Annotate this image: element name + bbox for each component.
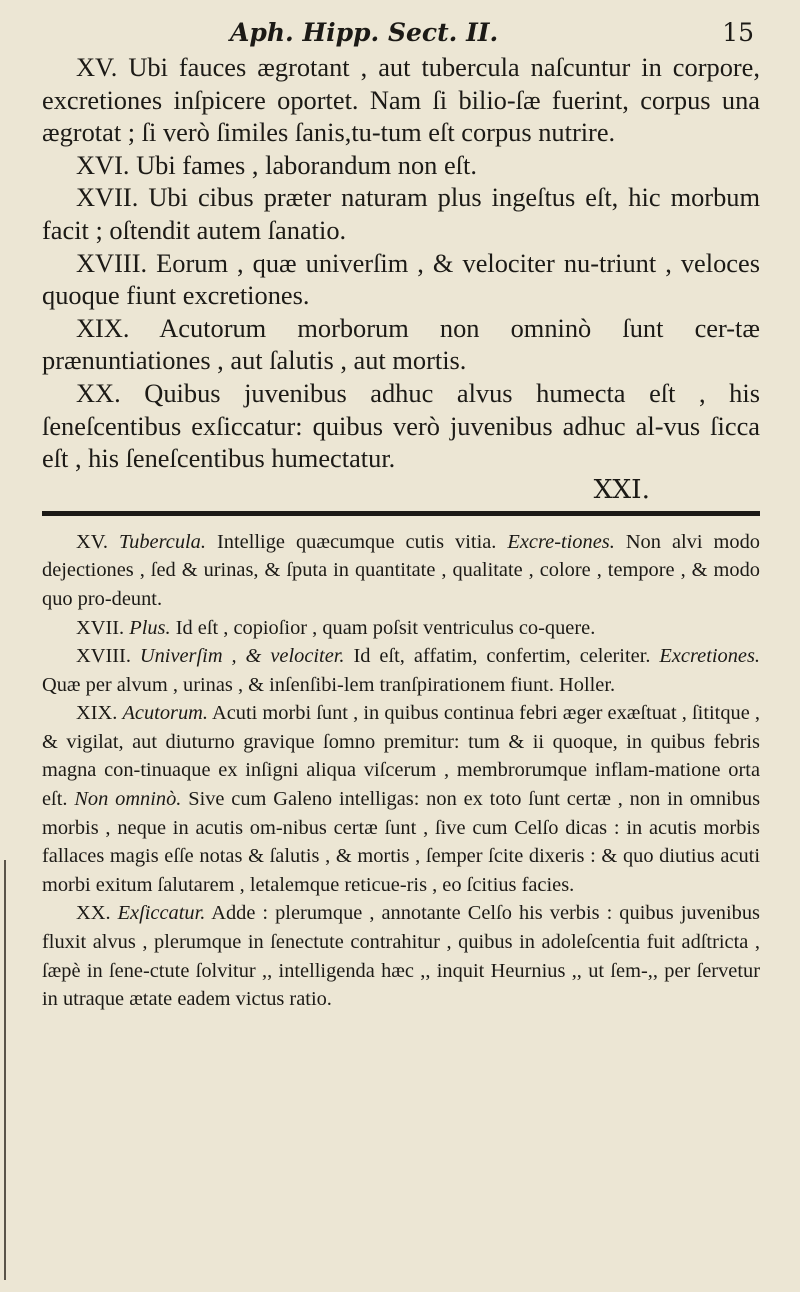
aphorism-17: XVII. Ubi cibus præter naturam plus ingeſtus eſt, hic morbum facit ; oſtendit autem ſanatio. bbox=[42, 182, 760, 245]
catchword: XXI. bbox=[593, 473, 650, 505]
note-18: XVIII. Univerſim , & velociter. Id eſt, affatim, confertim, celeriter. Excretiones. Quæ per alvum , urinas , & inſenſibi-lem tranſpirationem fiunt. Holler. bbox=[42, 645, 760, 696]
page-number: 15 bbox=[722, 18, 754, 47]
note-19: XIX. Acutorum. Acuti morbi ſunt , in quibus continua febri æger exæſtuat , ſititque , & vigilat, aut diuturno gravique ſomno premitur: tum & ii quoque, in quibus febris magna con-tinuaque ex inſigni aliqua viſcerum , membrorumque inflam-matione orta eſt. Non omninò. Sive cum Galeno intelligas: non ex toto ſunt certæ , non in omnibus morbis , neque in acutis om-nibus certæ ſunt , ſive cum Celſo dicas : in acutis morbis fallaces magis eſſe notas & ſalutis , & mortis , ſemper ſcite dixeris : & quo diutius acuti morbi exitum ſalutarem , letalemque reticue-ris , eo ſcitius facies. bbox=[42, 702, 761, 896]
running-header bbox=[42, 18, 760, 47]
aphorism-text bbox=[42, 51, 760, 505]
note-15: XV. Tubercula. Intellige quæcumque cutis vitia. Excre-tiones. Non alvi modo dejectiones , ſed & urinas, & ſputa in quantitate , qualitate , colore , tempore , & modo quo pro-deunt. bbox=[42, 530, 760, 610]
aphorism-18: XVIII. Eorum , quæ univerſim , & velociter nu-triunt , veloces quoque fiunt excretiones. bbox=[42, 247, 760, 311]
note-20: XX. Exſiccatur. Adde : plerumque , annotante Celſo his verbis : quibus juvenibus fluxit alvus , plerumque in ſenectute contrahitur , quibus in adoleſcentia fuit adſtricta , ſæpè in ſene-ctute ſolvitur ,, intelligenda hæc ,, inquit Heurnius ,, ut ſem-,, per ſervetur in utraque ætate eadem victus ratio. bbox=[42, 902, 760, 1011]
running-title: Aph. Hipp. Sect. II. bbox=[230, 18, 499, 47]
aphorism-20: XX. Quibus juvenibus adhuc alvus humecta eſt , his ſeneſcentibus exſiccatur: quibus verò juvenibus adhuc al-vus ſicca eſt , his ſeneſcentibus humectatur. bbox=[42, 377, 760, 474]
binding-edge-line bbox=[4, 860, 6, 1280]
aphorism-19: XIX. Acutorum morborum non omninò ſunt cer-tæ prænuntiationes , aut ſalutis , aut mortis. bbox=[42, 312, 760, 376]
note-17: XVII. Plus. Id eſt , copioſior , quam poſsit ventriculus co-quere. bbox=[76, 616, 596, 639]
aphorism-16: XVI. Ubi fames , laborandum non eſt. bbox=[76, 149, 477, 180]
commentary-notes bbox=[42, 528, 760, 1014]
divider-rule bbox=[42, 511, 760, 516]
aphorism-15: XV. Ubi fauces ægrotant , aut tubercula naſcuntur in corpore, excretiones inſpicere oportet. Nam ſi bilio-ſæ fuerint, corpus una ægrotat ; ſi verò ſimiles ſanis,tu-tum eſt corpus nutrire. bbox=[42, 52, 760, 148]
